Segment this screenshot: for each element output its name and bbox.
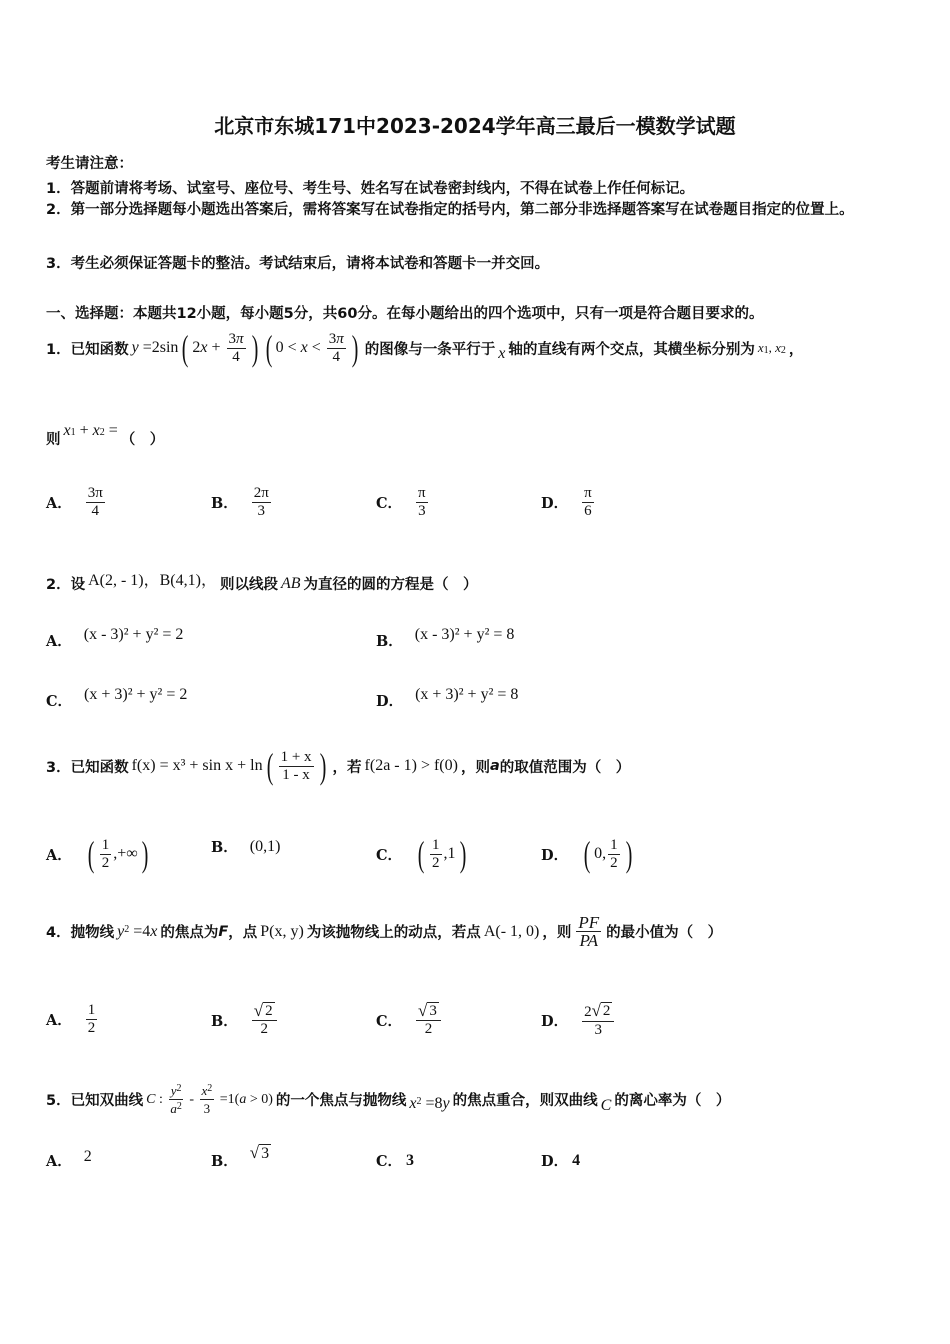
- question-number: 5．已知双曲线: [46, 1093, 144, 1109]
- answer-bracket: （ ）: [120, 432, 165, 448]
- question-text: 的离心率为（ ）: [614, 1093, 731, 1109]
- vars-expression: x $_1$ , x $_2$: [757, 340, 786, 356]
- option-a[interactable]: A． $\frac{1}{2}$: [46, 1002, 96, 1036]
- question-3: [46, 748, 630, 784]
- question-text: ，则: [460, 759, 490, 776]
- option-d[interactable]: D． ( 0, $\frac{1}{2}$ ): [541, 834, 632, 874]
- option-d[interactable]: D． $\frac{\pi}{6}$: [541, 485, 592, 519]
- option-c[interactable]: C． $\frac{\pi}{3}$: [376, 485, 426, 519]
- function-expression: y =2sin ( 2 x + $\frac{3\pi}{4}$ ) ( 0 < x < $\frac{3\pi}{4}$ ): [131, 328, 359, 368]
- question-1-ask: [46, 421, 165, 449]
- question-text: 的一个焦点与抛物线: [275, 1093, 407, 1109]
- option-a[interactable]: A． (x - 3)² + y² = 2: [46, 625, 184, 650]
- notice-heading: 考生请注意：: [46, 156, 133, 172]
- segment-var: AB: [280, 574, 301, 592]
- option-b[interactable]: B． √ 2 2: [211, 1002, 282, 1038]
- question-text: 轴的直线有两个交点，其横坐标分别为: [508, 341, 755, 358]
- question-number: 3．已知函数: [46, 759, 129, 776]
- option-c[interactable]: C． √ 3 2: [376, 1002, 446, 1038]
- question-number: 1．已知函数: [46, 341, 129, 358]
- point-a-expression: A(- 1, 0): [483, 922, 540, 940]
- question-text: ，若: [332, 759, 362, 776]
- page-title: 北京市东城171中2023-2024学年高三最后一模数学试题: [214, 114, 736, 138]
- question-text: 的图像与一条平行于: [364, 341, 496, 358]
- option-b[interactable]: B． $\frac{2\pi}{3}$: [211, 485, 269, 519]
- question-4: [46, 914, 722, 949]
- question-text: ，点: [228, 925, 258, 941]
- option-d[interactable]: D． 2 √ 2 3: [541, 1002, 619, 1039]
- question-text: 为直径的圆的方程是（ ）: [303, 577, 478, 593]
- function-expression: f(x) = x³ + sin x + ln ( $\frac{1 + x}{1 - x}$ ): [131, 746, 326, 786]
- question-text: 的焦点为: [160, 925, 219, 941]
- notice-item: 3．考生必须保证答题卡的整洁。考试结束后，请将本试卷和答题卡一并交回。: [46, 256, 550, 272]
- option-c[interactable]: C． 3: [376, 1151, 415, 1170]
- focus-label: F: [218, 923, 229, 940]
- question-text: 则以线段: [219, 577, 278, 593]
- notice-item: 2．第一部分选择题每小题选出答案后，需将答案写在试卷指定的括号内，第二部分非选择题答案写在试卷题目指定的位置上。: [46, 202, 854, 218]
- condition-expression: f(2a - 1) > f(0): [364, 757, 458, 774]
- option-c[interactable]: C． (x + 3)² + y² = 2: [46, 685, 188, 710]
- question-text: 的焦点重合，则双曲线: [452, 1093, 598, 1109]
- sum-expression: x $_1$ + x $_2$ =: [63, 421, 118, 439]
- ratio-expression: $\frac{PF}{PA}$: [578, 913, 600, 950]
- question-text: 则: [46, 432, 61, 448]
- option-a[interactable]: A． 2: [46, 1147, 92, 1170]
- option-d[interactable]: D． 4: [541, 1151, 581, 1170]
- option-a[interactable]: A． ( $\frac{1}{2}$ ,+∞ ): [46, 834, 149, 874]
- variable: a: [489, 758, 500, 774]
- question-1: [46, 330, 803, 366]
- question-text: 为该抛物线上的动点，若点: [306, 925, 481, 941]
- question-text: 的最小值为（ ）: [606, 925, 723, 941]
- point-expression: P(x, y): [260, 922, 304, 940]
- notice-item: 1．答题前请将考场、试室号、座位号、考生号、姓名写在试卷密封线内，不得在试卷上作任何标记。: [46, 181, 695, 197]
- option-c[interactable]: C． ( $\frac{1}{2}$ ,1 ): [376, 834, 466, 874]
- axis-var: x: [498, 345, 506, 362]
- hyperbola-expression: C : $\frac{y^2}{a^2}$ - $\frac{x^2}{3}$ =1( a > 0): [146, 1083, 273, 1116]
- option-d[interactable]: D． (x + 3)² + y² = 8: [376, 685, 519, 710]
- question-text: 的取值范围为（ ）: [499, 759, 631, 776]
- question-number: 2．设: [46, 577, 86, 593]
- question-5: [46, 1082, 730, 1117]
- option-b[interactable]: B． (0,1): [211, 837, 281, 856]
- option-b[interactable]: B． (x - 3)² + y² = 8: [376, 625, 515, 650]
- points-expression: A(2, - 1)，B(4,1)，: [88, 572, 217, 589]
- option-b[interactable]: B． √ 3: [211, 1142, 270, 1170]
- option-a[interactable]: A． $\frac{3\pi}{4}$: [46, 485, 103, 519]
- question-number: 4．抛物线: [46, 925, 115, 941]
- question-text: ，则: [542, 925, 572, 941]
- section-heading: 一、选择题：本题共12小题，每小题5分，共60分。在每小题给出的四个选项中，只有一项是符合题目要求的。: [46, 306, 764, 322]
- question-2: [46, 572, 478, 595]
- curve-label: C: [600, 1096, 612, 1114]
- punct: ，: [788, 341, 804, 358]
- parabola-expression: x $^2$ =8 y: [409, 1094, 450, 1112]
- curve-expression: y $^2$ =4 x: [117, 922, 158, 940]
